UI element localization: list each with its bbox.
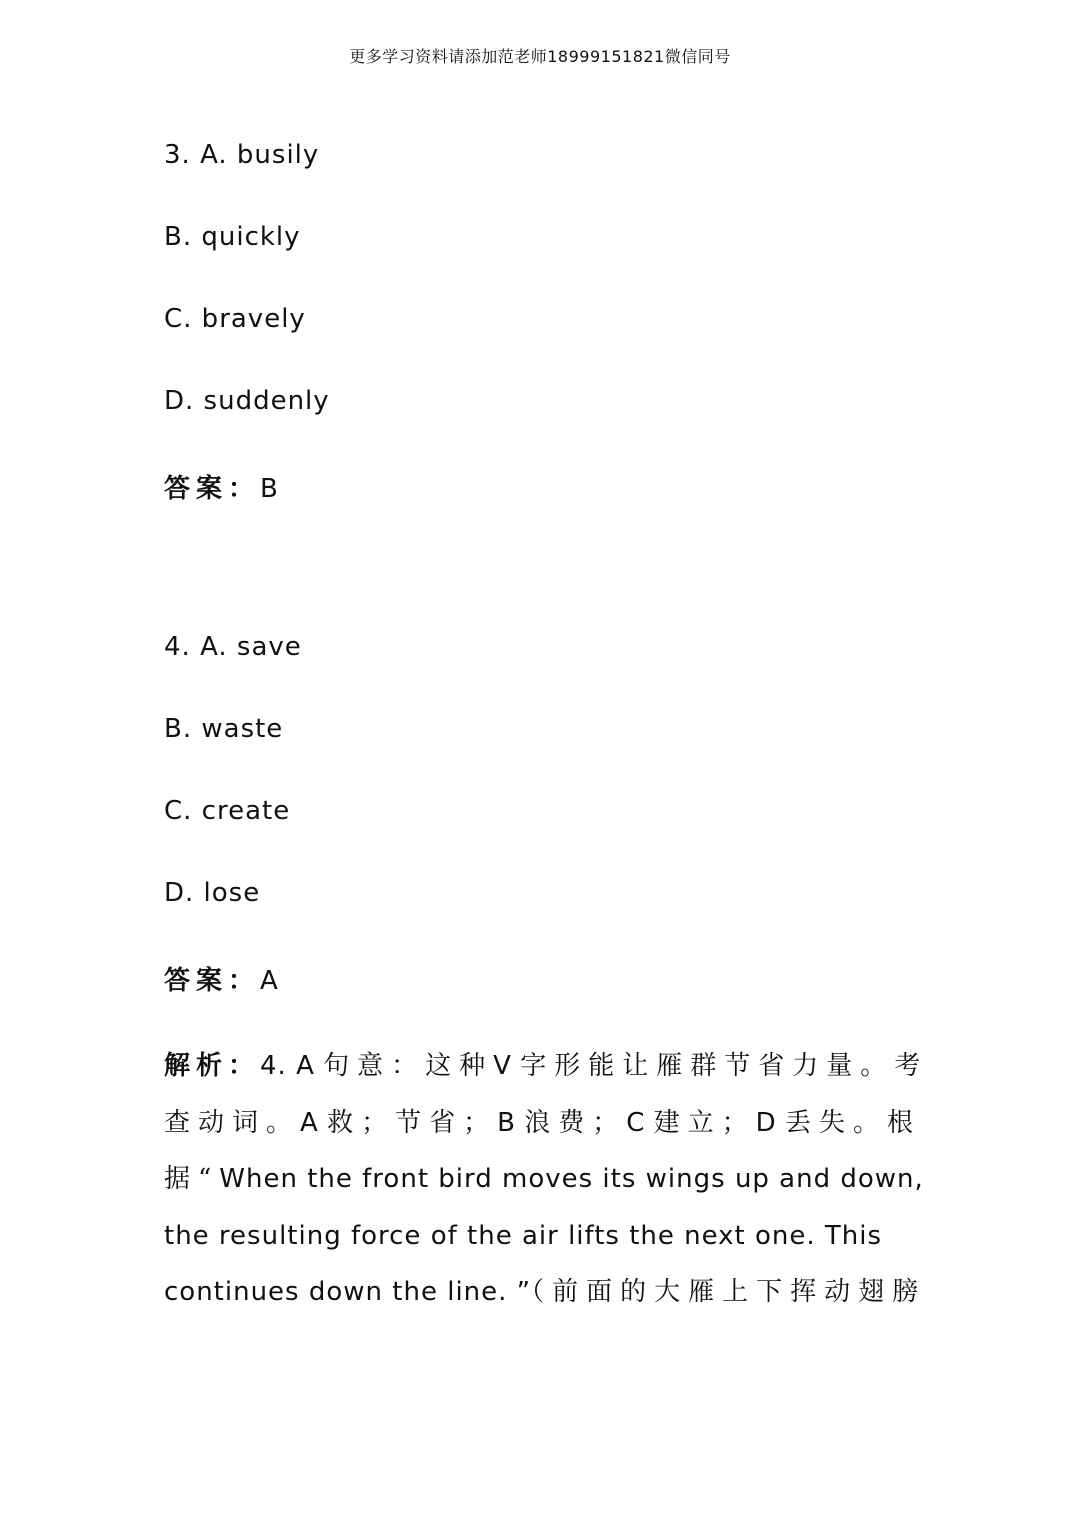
q4-option-a: 4. A. save: [164, 632, 302, 662]
analysis-text: 据“: [164, 1164, 220, 1194]
analysis-letter: C: [626, 1107, 646, 1138]
analysis-quote-text: the resulting force of the air lifts the next one. This: [164, 1220, 883, 1251]
q4-answer: [164, 960, 279, 997]
analysis-sentence-rest: 字形能让雁群节省力量。考: [520, 1051, 929, 1081]
analysis-line-3: [164, 1151, 924, 1208]
analysis-letter: B: [497, 1107, 516, 1138]
analysis-line-2: [164, 1095, 921, 1152]
analysis-text: 救；节省；: [327, 1107, 498, 1138]
analysis-text: （前面的大雁上下挥动翅膀: [531, 1277, 927, 1307]
analysis-sentence-start: 句意：这种: [323, 1051, 494, 1081]
analysis-quote-text: When the front bird moves its wings up and down,: [219, 1164, 924, 1194]
analysis-line-5: [164, 1264, 927, 1321]
q3-answer: [164, 468, 279, 505]
analysis-label: 解析：: [164, 1051, 261, 1081]
watermark-header: 更多学习资料请添加范老师18999151821微信同号: [349, 47, 731, 66]
q3-option-b: B. quickly: [164, 222, 301, 252]
analysis-text: 查动词。: [164, 1107, 301, 1138]
q3-option-a: 3. A. busily: [164, 140, 320, 170]
q3-answer-value: B: [260, 474, 279, 504]
analysis-letter: A: [300, 1107, 319, 1138]
q3-answer-label: 答案：: [164, 474, 261, 504]
analysis-text: 建立；: [653, 1107, 756, 1138]
analysis-letter: D: [755, 1107, 777, 1138]
q4-answer-value: A: [260, 966, 279, 996]
q4-option-c: C. create: [164, 796, 291, 826]
analysis-number: 4. A: [260, 1051, 315, 1081]
analysis-text: 丢失。根: [784, 1107, 921, 1138]
analysis-text: 浪费；: [524, 1107, 627, 1138]
analysis-quote-text: continues down the line. ”: [164, 1277, 532, 1307]
analysis-v-letter: V: [493, 1051, 512, 1081]
q4-answer-label: 答案：: [164, 966, 261, 996]
q3-option-c: C. bravely: [164, 304, 306, 334]
analysis-block: [164, 1038, 929, 1321]
analysis-line-4: [164, 1208, 916, 1265]
q4-option-b: B. waste: [164, 714, 284, 744]
analysis-line-1: [164, 1038, 929, 1095]
q3-option-d: D. suddenly: [164, 386, 330, 416]
q4-option-d: D. lose: [164, 878, 261, 908]
